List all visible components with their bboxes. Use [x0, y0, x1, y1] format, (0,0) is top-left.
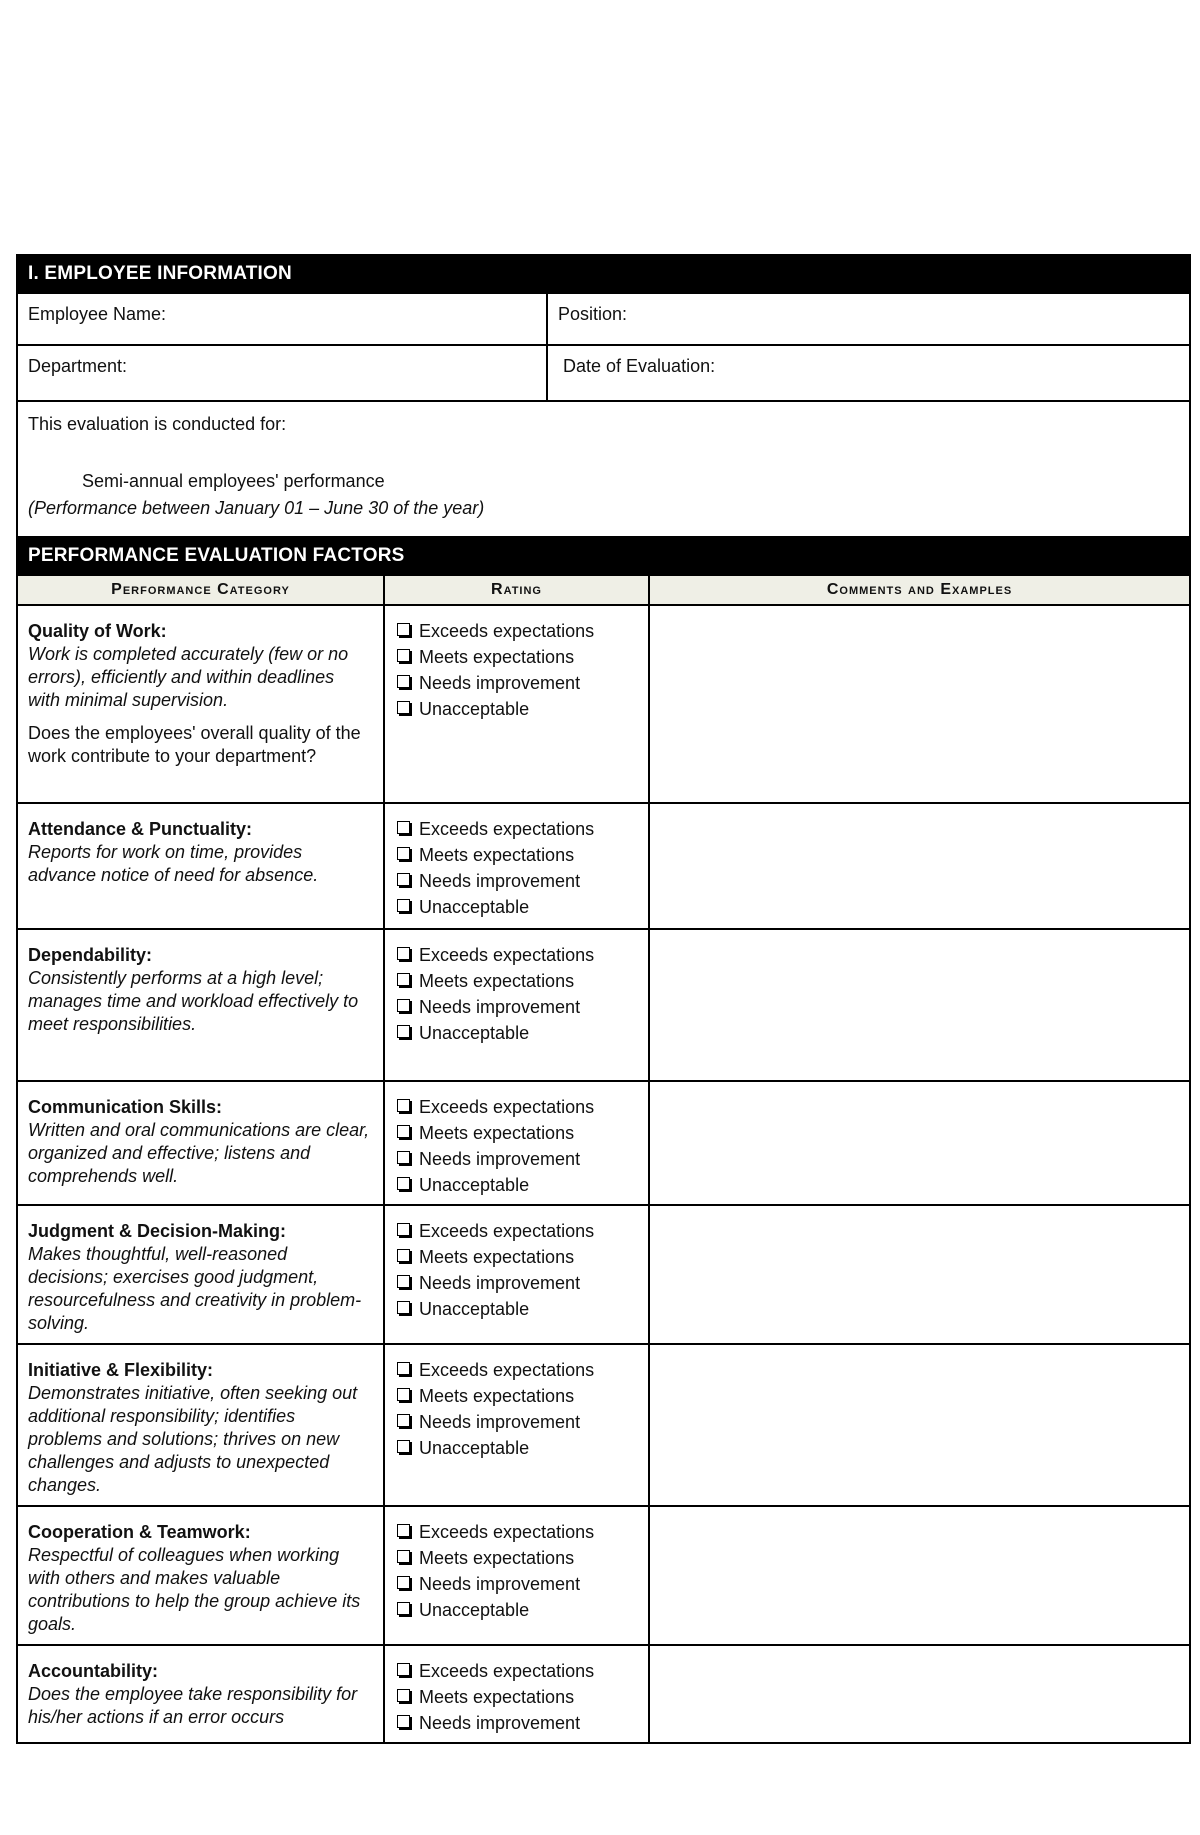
rating-cell [384, 929, 649, 1081]
checkbox-icon[interactable] [397, 675, 410, 688]
category-description: Makes thoughtful, well-reasoned decisions; exercises good judgment, resourcefulness and creativity in problem-solving. [28, 1244, 362, 1333]
category-row [17, 1506, 1190, 1645]
rating-option[interactable] [395, 1296, 644, 1322]
checkbox-icon[interactable] [397, 1663, 410, 1676]
category-cell [17, 1081, 384, 1205]
rating-option-label: Unacceptable [419, 1023, 530, 1043]
rating-option[interactable] [395, 894, 644, 920]
rating-option-label: Meets expectations [419, 845, 575, 865]
rating-option-label: Needs improvement [419, 1574, 581, 1594]
category-row [17, 929, 1190, 1081]
category-title: Judgment & Decision-Making: [28, 1221, 287, 1241]
category-description: Consistently performs at a high level; manages time and workload effectively to meet responsibilities. [28, 968, 359, 1034]
rating-option-label: Meets expectations [419, 1386, 575, 1406]
comments-cell[interactable] [649, 803, 1190, 929]
checkbox-icon[interactable] [397, 999, 410, 1012]
purpose-label: This evaluation is conducted for: [28, 414, 287, 434]
category-description: Reports for work on time, provides advance notice of need for absence. [28, 842, 319, 885]
category-row [17, 605, 1190, 803]
employee-info-header: I. EMPLOYEE INFORMATION [17, 255, 1190, 293]
rating-cell [384, 1205, 649, 1344]
rating-option-label: Needs improvement [419, 673, 581, 693]
rating-option[interactable] [395, 1094, 644, 1120]
category-row [17, 1645, 1190, 1743]
category-question: Does the employees' overall quality of the work contribute to your department? [28, 723, 361, 766]
rating-cell [384, 1645, 649, 1743]
performance-factors-table [16, 536, 1191, 1744]
rating-option[interactable] [395, 842, 644, 868]
checkbox-icon[interactable] [397, 623, 410, 636]
rating-option-label: Exceeds expectations [419, 621, 595, 641]
rating-option-label: Meets expectations [419, 647, 575, 667]
checkbox-icon[interactable] [397, 899, 410, 912]
checkbox-icon[interactable] [397, 1715, 410, 1728]
evaluation-form [16, 254, 1191, 1744]
checkbox-icon[interactable] [397, 1576, 410, 1589]
rating-option-label: Meets expectations [419, 1247, 575, 1267]
category-row [17, 1205, 1190, 1344]
checkbox-icon[interactable] [397, 973, 410, 986]
checkbox-icon[interactable] [397, 1414, 410, 1427]
rating-cell [384, 605, 649, 803]
rating-option-label: Unacceptable [419, 897, 530, 917]
category-title: Initiative & Flexibility: [28, 1360, 214, 1380]
category-row [17, 1344, 1190, 1506]
rating-cell [384, 1081, 649, 1205]
rating-option[interactable] [395, 1710, 644, 1736]
category-cell [17, 1205, 384, 1344]
checkbox-icon[interactable] [397, 1223, 410, 1236]
checkbox-icon[interactable] [397, 1362, 410, 1375]
category-cell [17, 1506, 384, 1645]
rating-option[interactable] [395, 868, 644, 894]
category-description: Demonstrates initiative, often seeking out additional responsibility; identifies problems and solutions; thrives on new challenges and adjusts to unexpected changes. [28, 1383, 358, 1495]
rating-option[interactable] [395, 1383, 644, 1409]
checkbox-icon[interactable] [397, 1275, 410, 1288]
category-title: Dependability: [28, 945, 153, 965]
rating-option[interactable] [395, 1120, 644, 1146]
rating-option[interactable] [395, 1270, 644, 1296]
rating-option-label: Exceeds expectations [419, 1097, 595, 1117]
checkbox-icon[interactable] [397, 1388, 410, 1401]
category-cell [17, 605, 384, 803]
rating-option-label: Meets expectations [419, 1548, 575, 1568]
rating-option[interactable] [395, 968, 644, 994]
rating-option-label: Needs improvement [419, 1149, 581, 1169]
checkbox-icon[interactable] [397, 1249, 410, 1262]
comments-cell[interactable] [649, 605, 1190, 803]
rating-option[interactable] [395, 1244, 644, 1270]
rating-option-label: Meets expectations [419, 1687, 575, 1707]
rating-option[interactable] [395, 1545, 644, 1571]
comments-cell[interactable] [649, 1344, 1190, 1506]
rating-option-label: Needs improvement [419, 997, 581, 1017]
checkbox-icon[interactable] [397, 1151, 410, 1164]
column-header-comments: Comments and Examples [649, 575, 1190, 605]
comments-cell[interactable] [649, 929, 1190, 1081]
category-title: Quality of Work: [28, 621, 167, 641]
performance-factors-header: PERFORMANCE EVALUATION FACTORS [17, 537, 1190, 575]
column-header-category: Performance Category [17, 575, 384, 605]
column-header-rating: Rating [384, 575, 649, 605]
checkbox-icon[interactable] [397, 1099, 410, 1112]
category-title: Communication Skills: [28, 1097, 223, 1117]
checkbox-icon[interactable] [397, 649, 410, 662]
checkbox-icon[interactable] [397, 1440, 410, 1453]
rating-option[interactable] [395, 1218, 644, 1244]
rating-option[interactable] [395, 1684, 644, 1710]
rating-option-label: Needs improvement [419, 1713, 581, 1733]
rating-option[interactable] [395, 1519, 644, 1545]
category-description: Written and oral communications are clear, organized and effective; listens and comprehends well. [28, 1120, 370, 1186]
date-of-evaluation-field[interactable]: Date of Evaluation: [547, 345, 1190, 401]
rating-option-label: Needs improvement [419, 871, 581, 891]
checkbox-icon[interactable] [397, 1301, 410, 1314]
checkbox-icon[interactable] [397, 1550, 410, 1563]
evaluation-purpose [17, 401, 1190, 537]
purpose-option: Semi-annual employees' performance [82, 471, 385, 491]
rating-option[interactable] [395, 1146, 644, 1172]
rating-option[interactable] [395, 1020, 644, 1046]
category-cell [17, 929, 384, 1081]
purpose-range: (Performance between January 01 – June 30 of the year) [28, 498, 485, 518]
checkbox-icon[interactable] [397, 1689, 410, 1702]
rating-option-label: Unacceptable [419, 1299, 530, 1319]
rating-option[interactable] [395, 1172, 644, 1198]
comments-cell[interactable] [649, 1645, 1190, 1743]
checkbox-icon[interactable] [397, 947, 410, 960]
rating-option-label: Exceeds expectations [419, 1221, 595, 1241]
rating-option-label: Needs improvement [419, 1412, 581, 1432]
checkbox-icon[interactable] [397, 847, 410, 860]
category-description: Work is completed accurately (few or no errors), efficiently and within deadlines with minimal supervision. [28, 644, 349, 710]
checkbox-icon[interactable] [397, 821, 410, 834]
category-title: Accountability: [28, 1661, 159, 1681]
comments-cell[interactable] [649, 1081, 1190, 1205]
checkbox-icon[interactable] [397, 873, 410, 886]
rating-cell [384, 1344, 649, 1506]
rating-option[interactable] [395, 816, 644, 842]
checkbox-icon[interactable] [397, 1177, 410, 1190]
rating-option[interactable] [395, 994, 644, 1020]
rating-cell [384, 803, 649, 929]
rating-option-label: Unacceptable [419, 1438, 530, 1458]
rating-option[interactable] [395, 696, 644, 722]
employee-info-table [16, 254, 1191, 538]
category-title: Attendance & Punctuality: [28, 819, 253, 839]
checkbox-icon[interactable] [397, 1125, 410, 1138]
rating-option[interactable] [395, 1435, 644, 1461]
category-cell [17, 803, 384, 929]
rating-option[interactable] [395, 942, 644, 968]
rating-option-label: Unacceptable [419, 1600, 530, 1620]
rating-option-label: Unacceptable [419, 1175, 530, 1195]
rating-option-label: Exceeds expectations [419, 1661, 595, 1681]
position-field[interactable]: Position: [547, 293, 1190, 345]
category-title: Cooperation & Teamwork: [28, 1522, 251, 1542]
rating-option[interactable] [395, 1571, 644, 1597]
rating-option-label: Exceeds expectations [419, 1360, 595, 1380]
category-row [17, 803, 1190, 929]
rating-option[interactable] [395, 1658, 644, 1684]
category-cell [17, 1344, 384, 1506]
category-row [17, 1081, 1190, 1205]
rating-option-label: Meets expectations [419, 971, 575, 991]
department-field[interactable]: Department: [17, 345, 547, 401]
checkbox-icon[interactable] [397, 1524, 410, 1537]
rating-option-label: Unacceptable [419, 699, 530, 719]
comments-cell[interactable] [649, 1205, 1190, 1344]
checkbox-icon[interactable] [397, 1025, 410, 1038]
rating-option-label: Meets expectations [419, 1123, 575, 1143]
rating-option-label: Needs improvement [419, 1273, 581, 1293]
comments-cell[interactable] [649, 1506, 1190, 1645]
rating-option[interactable] [395, 1357, 644, 1383]
employee-name-field[interactable]: Employee Name: [17, 293, 547, 345]
rating-option-label: Exceeds expectations [419, 945, 595, 965]
checkbox-icon[interactable] [397, 1602, 410, 1615]
rating-option-label: Exceeds expectations [419, 1522, 595, 1542]
checkbox-icon[interactable] [397, 701, 410, 714]
rating-option[interactable] [395, 618, 644, 644]
category-cell [17, 1645, 384, 1743]
rating-option[interactable] [395, 670, 644, 696]
rating-option[interactable] [395, 1597, 644, 1623]
category-description: Respectful of colleagues when working with others and makes valuable contributions to help the group achieve its goals. [28, 1545, 361, 1634]
rating-option-label: Exceeds expectations [419, 819, 595, 839]
rating-option[interactable] [395, 1409, 644, 1435]
rating-cell [384, 1506, 649, 1645]
category-description: Does the employee take responsibility for his/her actions if an error occurs [28, 1684, 358, 1727]
rating-option[interactable] [395, 644, 644, 670]
